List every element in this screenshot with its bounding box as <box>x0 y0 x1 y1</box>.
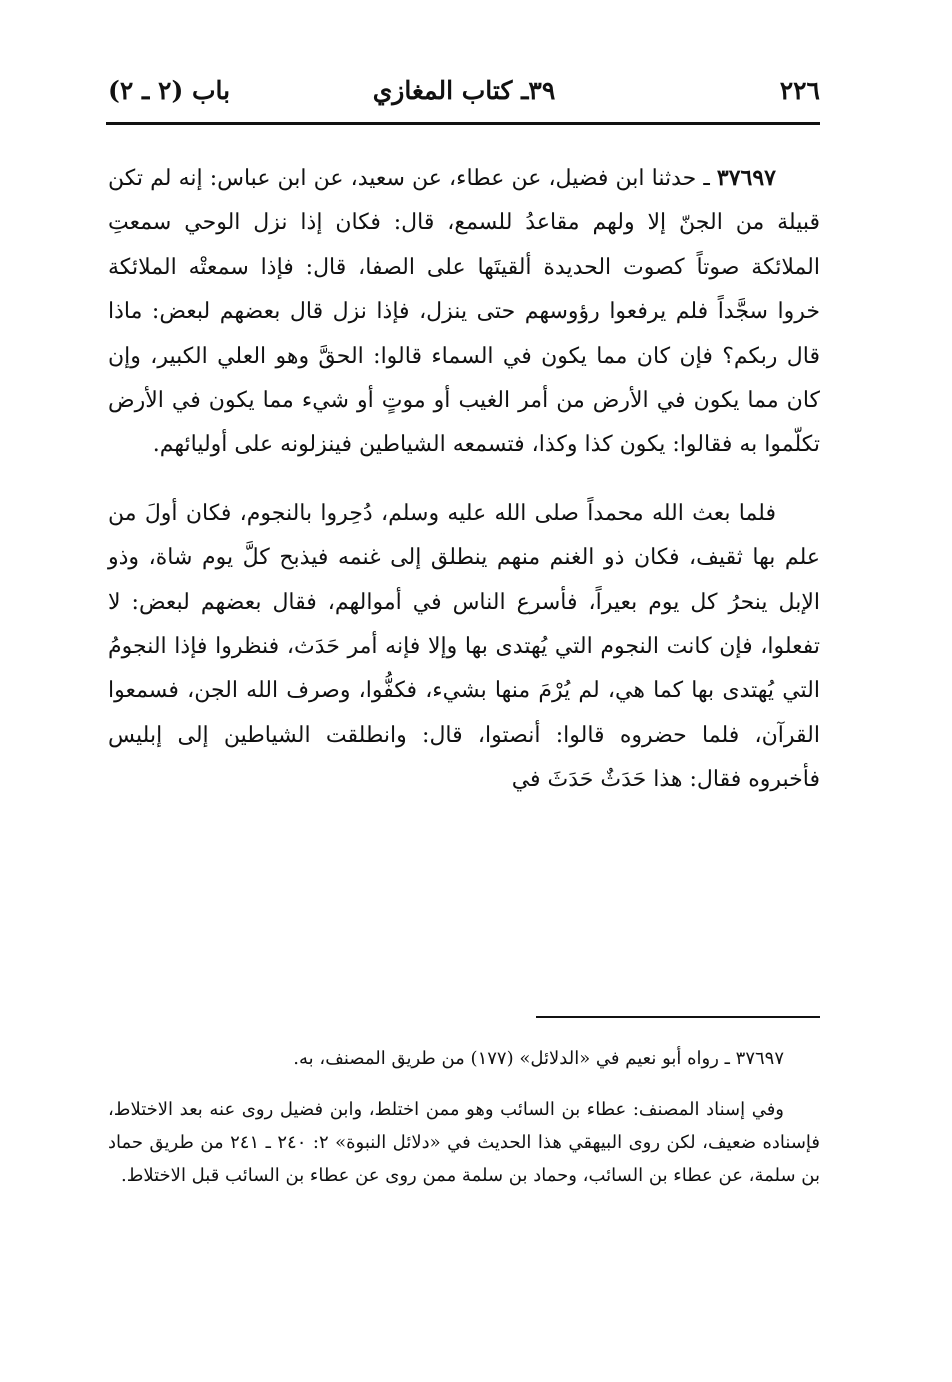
footnote-divider <box>536 1016 820 1018</box>
page-header <box>108 76 820 116</box>
footnotes <box>108 1042 820 1192</box>
main-text <box>108 156 820 803</box>
paragraph-1 <box>108 156 820 468</box>
page-number: ٢٢٦ <box>779 76 820 105</box>
hadith-number: ٣٧٦٩٧ <box>716 165 776 191</box>
book-title: ٣٩ـ كتاب المغازي <box>372 76 556 105</box>
paragraph-1-text: ـ حدثنا ابن فضيل، عن عطاء، عن سعيد، عن ابن عباس: إنه لم تكن قبيلة من الجنّ إلا ولهم مقاعدُ للسمع، قال: فكان إذا نزل الوحي سمعتِ الملائكة صوتاً كصوت الحديدة ألقيتَها على الصفا، قال: فإذا سمعتْه الملائكة خروا سجَّداً فلم يرفعوا رؤوسهم حتى ينزل، فإذا نزل قال بعضهم لبعض: ماذا قال ربكم؟ فإن كان مما يكون في السماء قالوا: الحقَّ وهو العلي الكبير، وإن كان مما يكون في الأرض من أمر الغيب أو موتٍ أو شيء مما يكون في الأرض تكلّموا به فقالوا: يكون كذا وكذا، فتسمعه الشياطين فينزلونه على أوليائهم. <box>108 166 820 458</box>
footnote-1: ٣٧٦٩٧ ـ رواه أبو نعيم في «الدلائل» (١٧٧) من طريق المصنف، به. <box>293 1048 784 1069</box>
footnote-2: وفي إسناد المصنف: عطاء بن السائب وهو ممن اختلط، وابن فضيل روى عنه بعد الاختلاط، فإسناده ضعيف، لكن روى البيهقي هذا الحديث في «دلائل النبوة» ٢: ٢٤٠ ـ ٢٤١ من طريق حماد بن سلمة، عن عطاء بن السائب، وحماد بن سلمة ممن روى عن عطاء بن السائب قبل الاختلاط. <box>108 1099 821 1186</box>
chapter-label: باب (٢ ـ ٢) <box>108 76 231 105</box>
paragraph-2: فلما بعث الله محمداً صلى الله عليه وسلم، دُحِروا بالنجوم، فكان أولَ من علم بها ثقيف، فكان ذو الغنم منهم ينطلق إلى غنمه فيذبح كلَّ يوم شاة، وذو الإبل ينحرُ كل يوم بعيراً، فأسرع الناس في أموالهم، فقال بعضهم لبعض: لا تفعلوا، فإن كانت النجوم التي يُهتدى بها وإلا فإنه أمر حَدَث، فنظروا فإذا النجومُ التي يُهتدى بها كما هي، لم يُرْمَ منها بشيء، فكفُّوا، وصرف الله الجن، فسمعوا القرآن، فلما حضروه قالوا: أنصتوا، قال: وانطلقت الشياطين إلى إبليس فأخبروه فقال: هذا حَدَثٌ حَدَثَ في <box>108 500 820 793</box>
header-divider <box>106 122 820 125</box>
